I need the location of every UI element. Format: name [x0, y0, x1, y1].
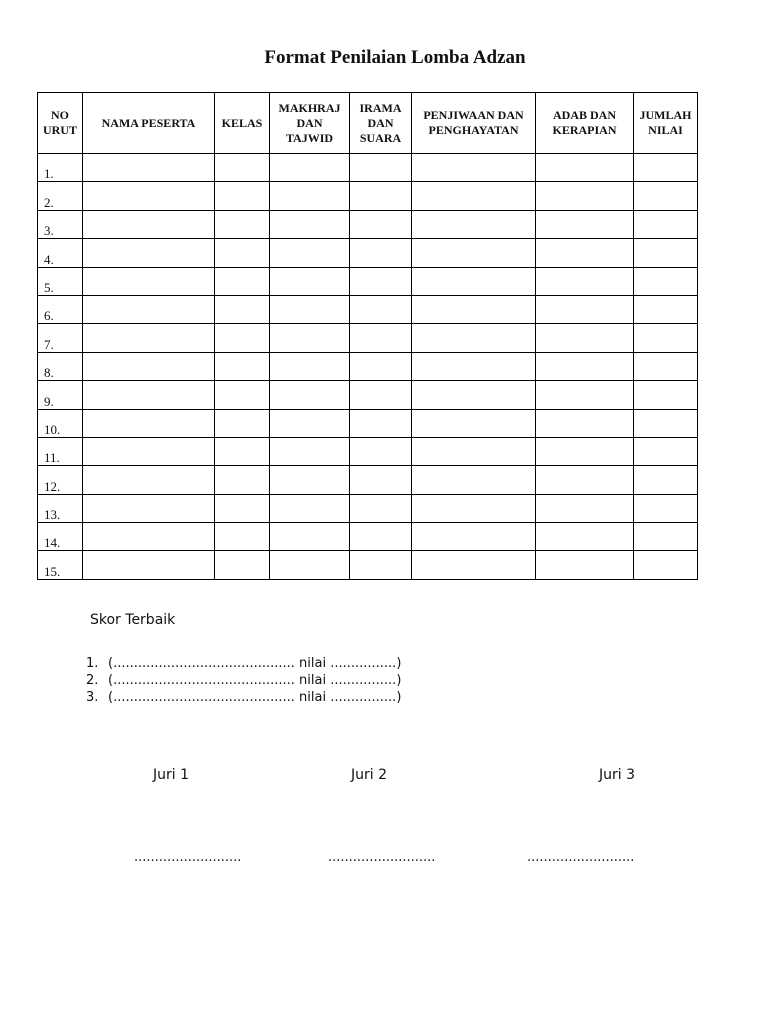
- score-cell[interactable]: [536, 494, 634, 522]
- row-number: 6.: [38, 295, 83, 323]
- table-row: [38, 239, 698, 267]
- score-cell[interactable]: [83, 324, 215, 352]
- score-cell[interactable]: [83, 466, 215, 494]
- score-cell[interactable]: [83, 523, 215, 551]
- header-makhraj-tajwid: MAKHRAJ DAN TAJWID: [270, 93, 350, 154]
- judge-1-label: Juri 1: [153, 767, 190, 783]
- score-cell[interactable]: [83, 295, 215, 323]
- score-cell[interactable]: [536, 381, 634, 409]
- score-cell[interactable]: [270, 267, 350, 295]
- score-cell[interactable]: [350, 295, 412, 323]
- row-number: 4.: [38, 239, 83, 267]
- score-cell[interactable]: [536, 409, 634, 437]
- best-score-title: Skor Terbaik: [90, 612, 176, 628]
- table-header-row: [38, 93, 698, 154]
- judge-1-signature: ..........................: [134, 850, 242, 865]
- score-cell[interactable]: [350, 466, 412, 494]
- score-cell[interactable]: [634, 523, 698, 551]
- score-cell[interactable]: [270, 352, 350, 380]
- score-cell[interactable]: [83, 494, 215, 522]
- score-cell[interactable]: [270, 210, 350, 238]
- table-row: [38, 295, 698, 323]
- table-row: [38, 466, 698, 494]
- score-cell[interactable]: [412, 267, 536, 295]
- score-cell[interactable]: [83, 551, 215, 579]
- score-cell[interactable]: [536, 551, 634, 579]
- header-kelas: KELAS: [215, 93, 270, 154]
- score-cell[interactable]: [350, 210, 412, 238]
- row-number: 5.: [38, 267, 83, 295]
- header-adab-kerapian: ADAB DAN KERAPIAN: [536, 93, 634, 154]
- header-no-urut: NO URUT: [38, 93, 83, 154]
- header-irama-suara: IRAMA DAN SUARA: [350, 93, 412, 154]
- row-number: 12.: [38, 466, 83, 494]
- score-cell[interactable]: [536, 295, 634, 323]
- score-cell[interactable]: [634, 551, 698, 579]
- score-cell[interactable]: [270, 182, 350, 210]
- score-cell[interactable]: [536, 154, 634, 182]
- row-number: 10.: [38, 409, 83, 437]
- score-cell[interactable]: [215, 437, 270, 465]
- table-row: [38, 210, 698, 238]
- table-row: [38, 154, 698, 182]
- row-number: 7.: [38, 324, 83, 352]
- score-cell[interactable]: [83, 267, 215, 295]
- best-score-item: [86, 672, 401, 689]
- score-cell[interactable]: [350, 182, 412, 210]
- score-cell[interactable]: [412, 154, 536, 182]
- score-cell[interactable]: [634, 210, 698, 238]
- score-cell[interactable]: [634, 239, 698, 267]
- score-table: [37, 92, 698, 580]
- score-cell[interactable]: [270, 381, 350, 409]
- score-cell[interactable]: [270, 523, 350, 551]
- score-cell[interactable]: [215, 523, 270, 551]
- score-cell[interactable]: [536, 523, 634, 551]
- item-text: (............................................ nilai ................): [108, 673, 402, 688]
- score-cell[interactable]: [412, 409, 536, 437]
- score-cell[interactable]: [536, 466, 634, 494]
- score-cell[interactable]: [412, 210, 536, 238]
- score-cell[interactable]: [215, 154, 270, 182]
- score-cell[interactable]: [536, 182, 634, 210]
- item-number: 3.: [86, 690, 99, 705]
- score-cell[interactable]: [215, 239, 270, 267]
- score-cell[interactable]: [83, 381, 215, 409]
- item-text: (............................................ nilai ................): [108, 656, 402, 671]
- score-cell[interactable]: [215, 352, 270, 380]
- item-number: 1.: [86, 656, 99, 671]
- score-cell[interactable]: [634, 182, 698, 210]
- row-number: 8.: [38, 352, 83, 380]
- item-number: 2.: [86, 673, 99, 688]
- score-cell[interactable]: [270, 239, 350, 267]
- page-title: Format Penilaian Lomba Adzan: [264, 47, 526, 68]
- score-cell[interactable]: [412, 494, 536, 522]
- score-cell[interactable]: [634, 154, 698, 182]
- table-row: [38, 352, 698, 380]
- score-cell[interactable]: [536, 437, 634, 465]
- table-row: [38, 409, 698, 437]
- score-cell[interactable]: [412, 523, 536, 551]
- score-cell[interactable]: [350, 551, 412, 579]
- score-cell[interactable]: [634, 381, 698, 409]
- score-cell[interactable]: [215, 466, 270, 494]
- score-cell[interactable]: [350, 437, 412, 465]
- score-cell[interactable]: [83, 239, 215, 267]
- score-cell[interactable]: [215, 494, 270, 522]
- score-cell[interactable]: [412, 295, 536, 323]
- table-row: [38, 381, 698, 409]
- score-cell[interactable]: [634, 295, 698, 323]
- score-cell[interactable]: [270, 295, 350, 323]
- score-cell[interactable]: [412, 437, 536, 465]
- score-cell[interactable]: [634, 409, 698, 437]
- row-number: 1.: [38, 154, 83, 182]
- score-cell[interactable]: [412, 239, 536, 267]
- item-text: (............................................ nilai ................): [108, 690, 402, 705]
- judge-3-signature: ..........................: [527, 850, 635, 865]
- best-score-item: [86, 655, 401, 672]
- header-jumlah-nilai: JUMLAH NILAI: [634, 93, 698, 154]
- score-cell[interactable]: [83, 437, 215, 465]
- table-row: [38, 494, 698, 522]
- score-cell[interactable]: [412, 381, 536, 409]
- score-cell[interactable]: [350, 494, 412, 522]
- score-cell[interactable]: [215, 381, 270, 409]
- score-cell[interactable]: [634, 466, 698, 494]
- score-cell[interactable]: [215, 551, 270, 579]
- table-row: [38, 551, 698, 579]
- table-row: [38, 437, 698, 465]
- score-cell[interactable]: [270, 551, 350, 579]
- score-cell[interactable]: [270, 154, 350, 182]
- score-cell[interactable]: [350, 239, 412, 267]
- row-number: 3.: [38, 210, 83, 238]
- row-number: 14.: [38, 523, 83, 551]
- score-cell[interactable]: [350, 324, 412, 352]
- table-row: [38, 523, 698, 551]
- score-cell[interactable]: [215, 324, 270, 352]
- score-cell[interactable]: [215, 409, 270, 437]
- table-row: [38, 267, 698, 295]
- score-cell[interactable]: [215, 267, 270, 295]
- header-penjiwaan: PENJIWAAN DAN PENGHAYATAN: [412, 93, 536, 154]
- row-number: 13.: [38, 494, 83, 522]
- score-cell[interactable]: [83, 352, 215, 380]
- score-cell[interactable]: [634, 437, 698, 465]
- score-cell[interactable]: [350, 409, 412, 437]
- table-row: [38, 324, 698, 352]
- score-cell[interactable]: [634, 352, 698, 380]
- score-cell[interactable]: [215, 295, 270, 323]
- score-cell[interactable]: [412, 466, 536, 494]
- score-cell[interactable]: [536, 239, 634, 267]
- score-cell[interactable]: [270, 494, 350, 522]
- score-cell[interactable]: [350, 154, 412, 182]
- score-cell[interactable]: [634, 494, 698, 522]
- row-number: 15.: [38, 551, 83, 579]
- score-cell[interactable]: [536, 324, 634, 352]
- score-cell[interactable]: [412, 324, 536, 352]
- score-cell[interactable]: [412, 352, 536, 380]
- score-cell[interactable]: [350, 523, 412, 551]
- score-cell[interactable]: [634, 324, 698, 352]
- score-cell[interactable]: [215, 182, 270, 210]
- row-number: 2.: [38, 182, 83, 210]
- table-row: [38, 182, 698, 210]
- judge-2-label: Juri 2: [351, 767, 388, 783]
- row-number: 9.: [38, 381, 83, 409]
- score-cell[interactable]: [270, 409, 350, 437]
- judge-3-label: Juri 3: [599, 767, 636, 783]
- judge-2-signature: ..........................: [328, 850, 436, 865]
- score-cell[interactable]: [270, 324, 350, 352]
- header-nama-peserta: NAMA PESERTA: [83, 93, 215, 154]
- score-cell[interactable]: [350, 267, 412, 295]
- score-cell[interactable]: [634, 267, 698, 295]
- row-number: 11.: [38, 437, 83, 465]
- score-cell[interactable]: [83, 210, 215, 238]
- score-cell[interactable]: [536, 352, 634, 380]
- score-cell[interactable]: [83, 409, 215, 437]
- score-cell[interactable]: [270, 437, 350, 465]
- score-cell[interactable]: [83, 154, 215, 182]
- score-cell[interactable]: [350, 381, 412, 409]
- score-cell[interactable]: [350, 352, 412, 380]
- score-cell[interactable]: [412, 182, 536, 210]
- score-cell[interactable]: [536, 210, 634, 238]
- score-cell[interactable]: [536, 267, 634, 295]
- best-score-list: [86, 655, 401, 706]
- score-cell[interactable]: [270, 466, 350, 494]
- score-cell[interactable]: [215, 210, 270, 238]
- score-cell[interactable]: [83, 182, 215, 210]
- best-score-item: [86, 689, 401, 706]
- score-cell[interactable]: [412, 551, 536, 579]
